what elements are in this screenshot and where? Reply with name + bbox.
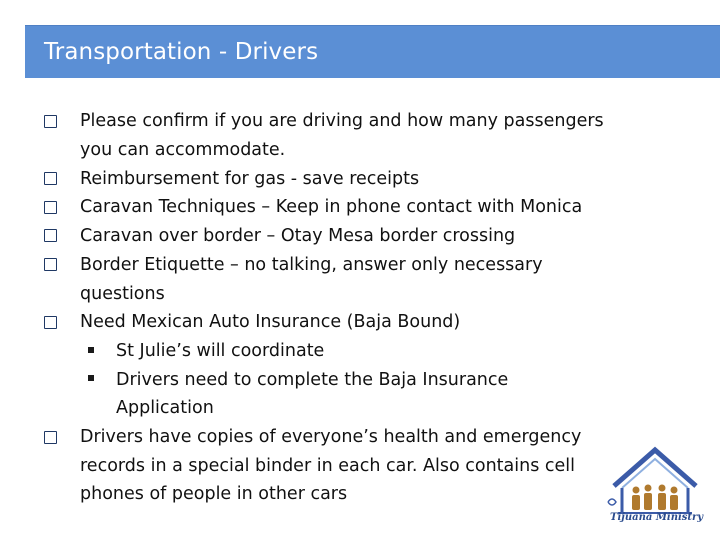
logo-text: Tijuana Ministry [610,512,704,523]
checkbox-bullet-icon [44,258,57,271]
checkbox-bullet-icon [44,431,57,444]
bullet-text: Need Mexican Auto Insurance (Baja Bound) [80,312,461,332]
bullet-text: you can accommodate. [80,140,286,160]
checkbox-bullet-icon [44,115,57,128]
sub-bullet-text: Drivers need to complete the Baja Insurance [116,370,509,390]
checkbox-bullet-icon [44,201,57,214]
square-bullet-icon [88,347,94,353]
checkbox-bullet-icon [44,316,57,329]
bullet-text: Border Etiquette – no talking, answer only necessary [80,255,543,275]
bullet-text: phones of people in other cars [80,484,348,504]
bullet-text: Reimbursement for gas - save receipts [80,169,420,189]
bullet-text: questions [80,284,165,304]
bullet-text: Caravan Techniques – Keep in phone contact with Monica [80,197,583,217]
square-bullet-icon [88,375,94,381]
bullet-text: Drivers have copies of everyone’s health and emergency [80,427,582,447]
checkbox-bullet-icon [44,229,57,242]
bullet-text: records in a special binder in each car. Also contains cell [80,456,576,476]
bullet-text: Please confirm if you are driving and how many passengers [80,111,604,131]
page-title: Transportation - Drivers [44,39,319,65]
sub-bullet-text: St Julie’s will coordinate [116,341,325,361]
bullet-text: Caravan over border – Otay Mesa border crossing [80,226,516,246]
checkbox-bullet-icon [44,172,57,185]
sub-bullet-text: Application [116,398,214,418]
